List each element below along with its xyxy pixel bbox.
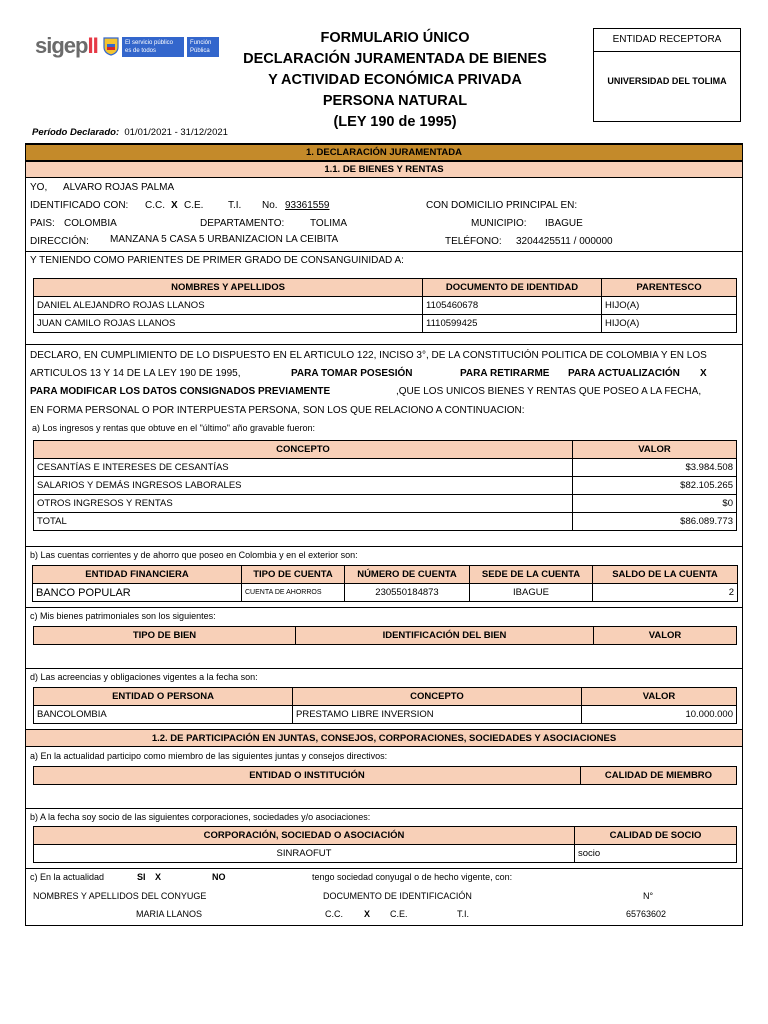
- entidad-receptora-value: UNIVERSIDAD DEL TOLIMA: [607, 76, 727, 86]
- conyugal-si: SI: [137, 872, 146, 882]
- entidad-receptora-label: ENTIDAD RECEPTORA: [594, 29, 740, 52]
- socio-intro: b) A la fecha soy socio de las siguientes corporaciones, sociedades y/o asociaciones:: [30, 812, 371, 822]
- parientes-table: [33, 278, 737, 333]
- declaro-line-1: DECLARO, EN CUMPLIMIENTO DE LO DISPUESTO EN EL ARTICULO 122, INCISO 3°, DE LA CONSTITUCIÓN POLITICA DE COLOMBIA Y EN LOS: [30, 350, 707, 361]
- table-cell: 2: [593, 584, 738, 602]
- table-cell: HIJO(A): [602, 297, 737, 315]
- table-header-cell: CONCEPTO: [293, 688, 582, 706]
- conyuge-ce-label: C.E.: [390, 909, 408, 919]
- acreencias-intro: d) Las acreencias y obligaciones vigentes a la fecha son:: [30, 672, 258, 682]
- entidad-receptora-box: [593, 28, 741, 122]
- table-cell: TOTAL: [34, 513, 573, 531]
- table-header-cell: VALOR: [594, 627, 737, 645]
- table-cell: 230550184873: [345, 584, 470, 602]
- retirarme-option: PARA RETIRARME: [460, 368, 550, 379]
- cuentas-intro: b) Las cuentas corrientes y de ahorro que poseo en Colombia y en el exterior son:: [30, 550, 358, 560]
- conyuge-doc-label: DOCUMENTO DE IDENTIFICACIÓN: [323, 891, 472, 901]
- table-header-cell: CALIDAD DE MIEMBRO: [581, 767, 737, 785]
- table-cell: OTROS INGRESOS Y RENTAS: [34, 495, 573, 513]
- table-cell: $82.105.265: [573, 477, 737, 495]
- table-row: [34, 495, 737, 513]
- conyugal-si-mark: X: [155, 872, 162, 882]
- domicilio-label: CON DOMICILIO PRINCIPAL EN:: [426, 200, 578, 211]
- table-header-cell: ENTIDAD O INSTITUCIÓN: [34, 767, 581, 785]
- declaro-line-3: ,QUE LOS UNICOS BIENES Y RENTAS QUE POSEO A LA FECHA,: [396, 386, 702, 397]
- table-row: [34, 513, 737, 531]
- section-1-2-header: 1.2. DE PARTICIPACIÓN EN JUNTAS, CONSEJOS, CORPORACIONES, SOCIEDADES Y ASOCIACIONES: [25, 729, 743, 747]
- colombia-shield-icon: [103, 36, 119, 56]
- table-cell: IBAGUE: [470, 584, 593, 602]
- municipio-value: IBAGUE: [545, 218, 583, 229]
- sigep-logo: sigepII: [35, 33, 98, 58]
- table-header-cell: NÚMERO DE CUENTA: [345, 566, 470, 584]
- table-row: [34, 706, 737, 724]
- table-cell: 1110599425: [423, 315, 602, 333]
- table-header-cell: NOMBRES Y APELLIDOS: [34, 279, 423, 297]
- declarant-name: ALVARO ROJAS PALMA: [63, 182, 175, 193]
- municipio-label: MUNICIPIO:: [471, 218, 527, 229]
- identificado-label: IDENTIFICADO CON:: [30, 200, 129, 211]
- declaro-line-4: EN FORMA PERSONAL O POR INTERPUESTA PERSONA, SON LOS QUE RELACIONO A CONTINUACION:: [30, 405, 525, 416]
- table-cell: SALARIOS Y DEMÁS INGRESOS LABORALES: [34, 477, 573, 495]
- direccion-value: MANZANA 5 CASA 5 URBANIZACION LA CEIBITA: [110, 234, 339, 245]
- parientes-intro: Y TENIENDO COMO PARIENTES DE PRIMER GRADO DE CONSANGUINIDAD A:: [30, 255, 404, 266]
- telefono-label: TELÉFONO:: [445, 236, 502, 247]
- section-1-1-header: 1.1. DE BIENES Y RENTAS: [25, 161, 743, 178]
- table-cell: HIJO(A): [602, 315, 737, 333]
- table-cell: socio: [575, 845, 737, 863]
- juntas-intro: a) En la actualidad participo como miembro de las siguientes juntas y consejos directivos:: [30, 751, 388, 761]
- table-row: [34, 477, 737, 495]
- table-row: [34, 845, 737, 863]
- bienes-table: [33, 626, 737, 645]
- table-cell: 1105460678: [423, 297, 602, 315]
- table-cell: SINRAOFUT: [34, 845, 575, 863]
- table-header-cell: TIPO DE CUENTA: [242, 566, 345, 584]
- table-header-cell: SEDE DE LA CUENTA: [470, 566, 593, 584]
- depto-value: TOLIMA: [310, 218, 348, 229]
- juntas-table: [33, 766, 737, 785]
- cc-label: C.C.: [145, 200, 165, 211]
- gov-logo-badge: El servicio público es de todos: [122, 37, 184, 57]
- actualizacion-mark: X: [700, 368, 707, 379]
- bienes-intro: c) Mis bienes patrimoniales son los siguientes:: [30, 611, 216, 621]
- conyuge-numero: 65763602: [626, 909, 667, 919]
- table-cell: $0: [573, 495, 737, 513]
- posesion-option: PARA TOMAR POSESIÓN: [291, 368, 413, 379]
- table-header-cell: PARENTESCO: [602, 279, 737, 297]
- cuentas-table: [32, 565, 738, 602]
- table-cell: BANCO POPULAR: [33, 584, 242, 602]
- id-number: 93361559: [285, 200, 330, 211]
- table-header-cell: TIPO DE BIEN: [34, 627, 296, 645]
- ingresos-intro: a) Los ingresos y rentas que obtuve en el "último" año gravable fueron:: [32, 423, 316, 433]
- socio-table: [33, 826, 737, 863]
- table-header-cell: DOCUMENTO DE IDENTIDAD: [423, 279, 602, 297]
- yo-label: YO,: [30, 182, 48, 193]
- pais-label: PAIS:: [30, 218, 55, 229]
- table-cell: BANCOLOMBIA: [34, 706, 293, 724]
- conyuge-cc-mark: X: [364, 909, 371, 919]
- table-header-cell: IDENTIFICACIÓN DEL BIEN: [296, 627, 594, 645]
- table-cell: CESANTÍAS E INTERESES DE CESANTÍAS: [34, 459, 573, 477]
- table-cell: 10.000.000: [582, 706, 737, 724]
- ce-label: C.E.: [184, 200, 204, 211]
- no-label: No.: [262, 200, 278, 211]
- actualizacion-option: PARA ACTUALIZACIÓN: [568, 368, 680, 379]
- conyugal-intro: c) En la actualidad: [30, 872, 105, 882]
- telefono-value: 3204425511 / 000000: [516, 236, 613, 247]
- section-1-header: 1. DECLARACIÓN JURAMENTADA: [25, 144, 743, 161]
- conyuge-nombres-label: NOMBRES Y APELLIDOS DEL CONYUGE: [33, 891, 207, 901]
- funcion-publica-badge: Función Pública: [187, 37, 219, 57]
- depto-label: DEPARTAMENTO:: [200, 218, 285, 229]
- table-cell: PRESTAMO LIBRE INVERSION: [293, 706, 582, 724]
- declaro-line-2: ARTICULOS 13 Y 14 DE LA LEY 190 DE 1995,: [30, 368, 241, 379]
- ti-label: T.I.: [228, 200, 242, 211]
- periodo-declarado: Período Declarado: 01/01/2021 - 31/12/2021: [32, 127, 228, 138]
- table-row: [33, 584, 738, 602]
- table-row: [34, 297, 737, 315]
- cc-mark: X: [171, 200, 178, 211]
- table-header-cell: CORPORACIÓN, SOCIEDAD O ASOCIACIÓN: [34, 827, 575, 845]
- acreencias-table: [33, 687, 737, 724]
- table-row: [34, 459, 737, 477]
- conyuge-num-label: N°: [643, 891, 654, 901]
- table-cell: CUENTA DE AHORROS: [242, 584, 345, 602]
- table-header-cell: CALIDAD DE SOCIO: [575, 827, 737, 845]
- table-row: [34, 315, 737, 333]
- table-header-cell: VALOR: [582, 688, 737, 706]
- conyugal-no: NO: [212, 872, 226, 882]
- table-cell: JUAN CAMILO ROJAS LLANOS: [34, 315, 423, 333]
- table-header-cell: SALDO DE LA CUENTA: [593, 566, 738, 584]
- pais-value: COLOMBIA: [64, 218, 117, 229]
- conyuge-ti-label: T.I.: [457, 909, 470, 919]
- modificar-option: PARA MODIFICAR LOS DATOS CONSIGNADOS PREVIAMENTE: [30, 386, 331, 397]
- table-header-cell: ENTIDAD O PERSONA: [34, 688, 293, 706]
- ingresos-table: [33, 440, 737, 531]
- form-title: FORMULARIO ÚNICO DECLARACIÓN JURAMENTADA DE BIENES Y ACTIVIDAD ECONÓMICA PRIVADA PERSONA NATURAL (LEY 190 de 1995): [243, 30, 547, 130]
- conyuge-nombre: MARIA LLANOS: [136, 909, 203, 919]
- conyuge-cc-label: C.C.: [325, 909, 343, 919]
- table-cell: $3.984.508: [573, 459, 737, 477]
- direccion-label: DIRECCIÓN:: [30, 236, 89, 247]
- table-header-cell: CONCEPTO: [34, 441, 573, 459]
- table-cell: $86.089.773: [573, 513, 737, 531]
- table-header-cell: VALOR: [573, 441, 737, 459]
- conyugal-text: tengo sociedad conyugal o de hecho vigente, con:: [312, 872, 513, 882]
- table-cell: DANIEL ALEJANDRO ROJAS LLANOS: [34, 297, 423, 315]
- table-header-cell: ENTIDAD FINANCIERA: [33, 566, 242, 584]
